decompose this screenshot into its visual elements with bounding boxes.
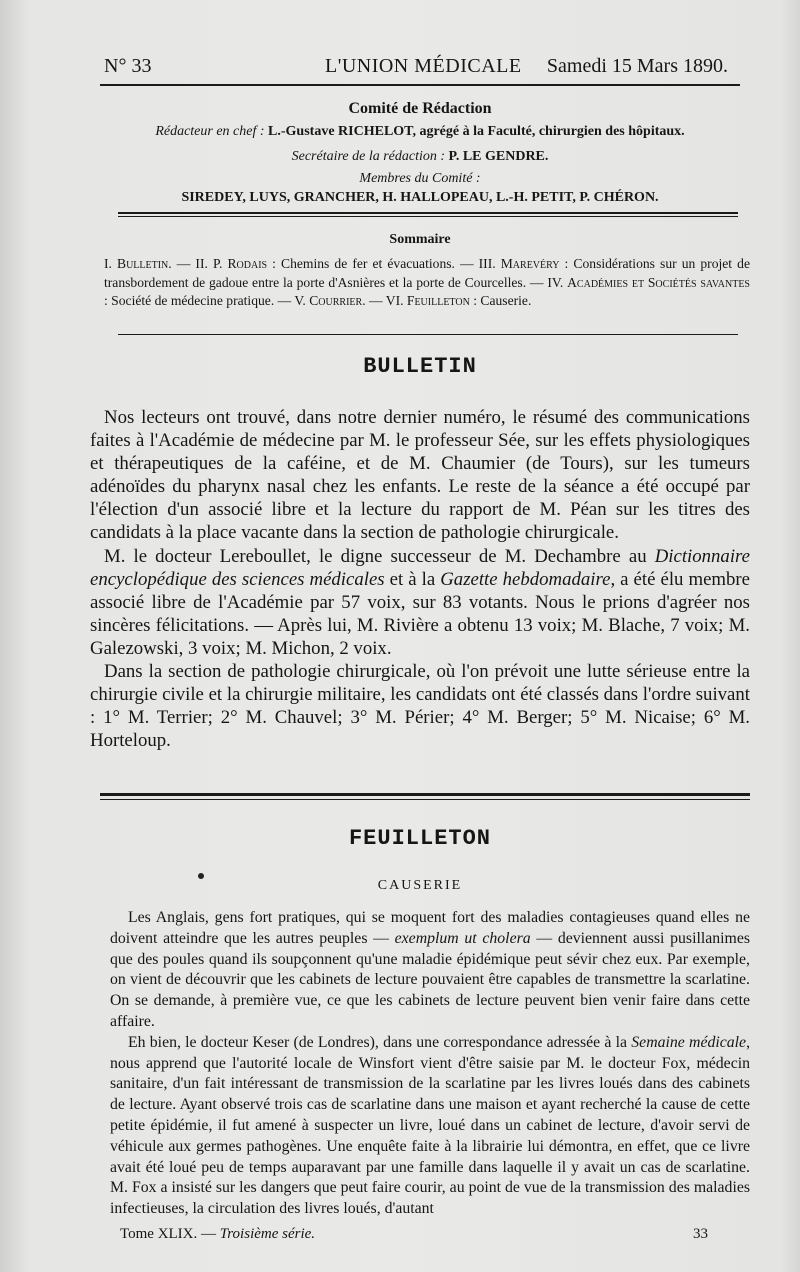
chief-editor-label: Rédacteur en chef : xyxy=(155,124,265,139)
text-run: , nous apprend que l'autorité locale de Winsfort vient d'être saisie par M. le docteur Fox, médecin sanitaire, d'un fait intéressant de transmission de la scarlatine par les livres loués dans des cabinets de lecture. Ayant observé trois cas de scarlatine dans une maison et ayant recherché la cause de cette petite épidémie, il fut amené à suspecter un livre, loué dans un cabinet de lecture, d'avoir servi de véhicule aux germes pathogènes. Une enquête faite à la librairie lui démontra, en effet, que ce livre avait été loué peu de temps auparavant par une famille dans laquelle il y avait un cas de scarlatine. M. Fox a insisté sur les dangers que peut faire courir, au point de vue de la transmission des maladies infectieuses, la circulation des livres loués, d'autant xyxy=(110,1033,751,1218)
text-run: M. le docteur Lereboullet, le digne successeur de M. Dechambre au xyxy=(104,545,655,567)
sommaire-part: : Chemins de fer et évacuations. — III. xyxy=(267,256,501,271)
feuilleton-rule-2 xyxy=(100,799,750,800)
comite-title: Comité de Rédaction xyxy=(348,100,492,117)
sommaire-text xyxy=(104,255,750,311)
chief-editor: L.-Gustave RICHELOT, agrégé à la Faculté, chirurgien des hôpitaux. xyxy=(268,124,685,139)
sommaire-marevery: Marevéry xyxy=(500,256,560,271)
sommaire-title: Sommaire xyxy=(389,232,451,247)
feuilleton-paragraph-2 xyxy=(110,1033,750,1220)
comite-rule-2 xyxy=(118,216,738,217)
latin-phrase: exemplum ut cholera xyxy=(394,929,531,947)
bulletin-body xyxy=(90,406,750,752)
sommaire-bulletin: Bulletin xyxy=(117,256,169,271)
sommaire-part: . — II. P. xyxy=(168,256,228,271)
serie: Troisième série. xyxy=(219,1226,316,1242)
tome: Tome XLIX. — xyxy=(120,1226,220,1242)
comite-rule-1 xyxy=(118,212,738,214)
text-run: et à la xyxy=(384,568,441,590)
header-rule xyxy=(100,84,740,86)
text-run: , a été élu membre associé libre de l'Académie par 57 voix, sur 83 votants. Nous le prions d'agréer nos sincères félicitations. — Après lui, M. Rivière a obtenu 13 voix; M. Blache, 7 voix; M. Galezowski, 3 voix; M. Michon, 2 voix. xyxy=(90,568,751,659)
text-run: — deviennent aussi pusillanimes que des poules quand ils soupçonnent qu'une maladie épidémique peut sévir chez eux. Par exemple, on vient de découvrir que les cabinets de lecture pouvaient être capables de transmettre la scarlatine. On se demande, à première vue, ce que les cabinets de lecture peuvent bien venir faire dans cette affaire. xyxy=(110,929,750,1030)
text-run: Les Anglais, gens fort pratiques, qui se moquent fort des maladies contagieuses quand elles ne doivent atteindre que les autres peuples — xyxy=(110,909,750,947)
dictionnaire-title: Dictionnaire encyclopédique des sciences médicales xyxy=(90,545,750,590)
secretary: P. LE GENDRE. xyxy=(448,149,549,164)
sommaire-part: : Causerie. xyxy=(469,293,532,308)
gazette-title: Gazette hebdomadaire xyxy=(440,568,611,590)
page-header xyxy=(100,50,740,84)
text-run: Eh bien, le docteur Keser (de Londres), dans une correspondance adressée à la xyxy=(128,1033,632,1051)
sommaire-part: : Société de médecine pratique. — V. xyxy=(104,293,310,308)
feuilleton-paragraph-1 xyxy=(110,908,750,1033)
members: SIREDEY, LUYS, GRANCHER, H. HALLOPEAU, L.-H. PETIT, P. CHÉRON. xyxy=(181,190,659,205)
volume-info xyxy=(120,1226,315,1243)
members-label: Membres du Comité : xyxy=(359,171,481,186)
sommaire-courrier: Courrier xyxy=(309,293,363,308)
page-number: 33 xyxy=(693,1226,708,1242)
issue-number: N° 33 xyxy=(104,55,152,77)
bulletin-title: BULLETIN xyxy=(363,354,477,379)
issue-date: Samedi 15 Mars 1890. xyxy=(546,55,728,77)
bulletin-paragraph-2 xyxy=(90,545,750,660)
sommaire-part: . — VI. xyxy=(362,293,407,308)
bulletin-paragraph-1: Nos lecteurs ont trouvé, dans notre dernier numéro, le résumé des communications faites à l'Académie de médecine par M. le professeur Sée, sur les effets physiologiques et thérapeutiques de la caféine, et de M. Chaumier (de Tours), sur les tumeurs adénoïdes du pharynx nasal chez les enfants. Le reste de la séance a été occupé par l'élection d'un associé libre et la lecture du rapport de M. Péan sur les titres des candidats à la place vacante dans la section de pathologie chirurgicale. xyxy=(90,407,750,544)
feuilleton-rule-1 xyxy=(100,793,750,796)
sommaire-rodais: Rodais xyxy=(227,256,268,271)
sommaire-rule xyxy=(118,334,738,335)
sommaire-academies: Académies et Sociétés savantes xyxy=(567,274,750,290)
semaine-title: Semaine médicale xyxy=(631,1033,747,1051)
secretary-line xyxy=(100,147,740,167)
bulletin-paragraph-3: Dans la section de pathologie chirurgicale, où l'on prévoit une lutte sérieuse entre la chirurgie civile et la chirurgie militaire, les candidats ont été classés dans l'ordre suivant : 1° M. Terrier; 2° M. Chauvel; 3° M. Périer; 4° M. Berger; 5° M. Nicaise; 6° M. Horteloup. xyxy=(90,661,750,752)
sommaire-feuilleton: Feuilleton xyxy=(406,293,470,308)
feuilleton-title: FEUILLETON xyxy=(348,826,492,851)
journal-title: L'UNION MÉDICALE xyxy=(325,55,522,77)
causerie-title: CAUSERIE xyxy=(377,878,463,893)
sommaire-part: : Considérations sur un projet de transbordement de gadoue entre la porte d'Asnières et la porte de Courcelles. — IV. xyxy=(104,256,750,290)
feuilleton-body xyxy=(110,908,750,1220)
sommaire-part: I. xyxy=(104,256,117,271)
secretary-label: Secrétaire de la rédaction : xyxy=(291,149,446,164)
chief-editor-line xyxy=(100,122,740,142)
